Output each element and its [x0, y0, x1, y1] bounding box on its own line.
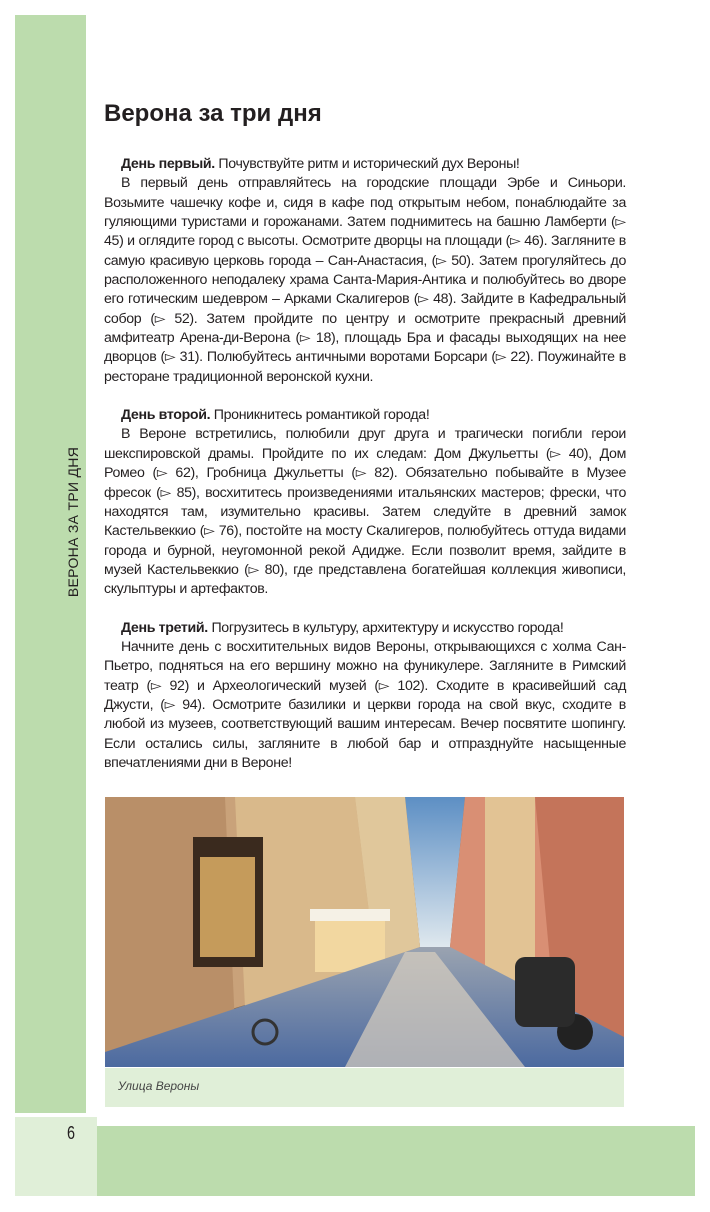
verona-street-photo — [105, 797, 624, 1067]
day-1-lead — [104, 155, 626, 174]
day-3-text: Начните день с восхитительных видов Вероны, открывающихся с холма Сан-Пьетро, подняться на его вершину можно на фуникулере. Загляните в Римский театр (▻ 92) и Археологический музей (▻ 102). Сходите в красивейший сад Джусти, (▻ 94). Осмотрите базилики и церкви города на свой вкус, сходите в любой из музеев, соответствующий вашим интересам. Вечер посвятите шопингу. Если остались силы, загляните в любой бар и отпразднуйте насыщенные впечатлениями дни в Вероне! — [104, 638, 626, 771]
page-number: 6 — [67, 1123, 76, 1143]
bottom-bar — [97, 1126, 695, 1196]
page-title: Верона за три дня — [104, 100, 322, 127]
day-3-intro: Погрузитесь в культуру, архитектуру и искусство города! — [207, 619, 564, 636]
day-2-lead — [104, 406, 626, 425]
photo-caption-box — [105, 1068, 624, 1107]
day-3-lead — [104, 619, 626, 638]
section-side-label: ВЕРОНА ЗА ТРИ ДНЯ — [65, 446, 81, 598]
day-2-heading: День второй. — [121, 407, 211, 424]
day-2-text: В Вероне встретились, полюбили друг друга и трагически погибли герои шекспировской драмы. Пройдите по их следам: Дом Джульетты (▻ 40), Дом Ромео (▻ 62), Гробница Джульетты (▻ 82). Обязательно побывайте в Музее фресок (▻ 85), восхититесь произведениями итальянских мастеров; фрески, что находятся там, изумительно красивы. Затем следуйте в древний замок Кастельвеккио (▻ 76), постойте на мосту Скалигеров, полюбуйтесь оттуда видами города и бурной, неугомонной рекой Адидже. Если позволит время, зайдите в музей Кастельвеккио (▻ 80), где представлена богатейшая коллекция живописи, скульптуры и артефактов. — [104, 426, 626, 598]
day-1-intro: Почувствуйте ритм и исторический дух Вероны! — [214, 156, 520, 172]
day-1-heading: День первый. — [121, 156, 215, 172]
day-3-heading: День третий. — [121, 619, 208, 636]
day-2-intro: Проникнитесь романтикой города! — [210, 407, 430, 424]
page-number-box — [15, 1117, 97, 1196]
photo-caption: Улица Вероны — [118, 1079, 200, 1093]
day-1-text: В первый день отправляйтесь на городские площади Эрбе и Синьори. Возьмите чашечку кофе и, сидя в кафе под открытым небом, понаблюдайте за гуляющими туристами и горожанами. Затем поднимитесь на башню Ламберти (▻ 45) и оглядите город с высоты. Осмотрите дворцы на площади (▻ 46). Загляните в самую красивую церковь города – Сан-Анастасия, (▻ 50). Затем прогуляйтесь до расположенного неподалеку храма Санта-Мария-Антика и полюбуйтесь во дворе его готическим шедевром – Арками Скалигеров (▻ 48). Зайдите в Кафедральный собор (▻ 52). Затем пройдите по центру и осмотрите прекрасный древний амфитеатр Арена-ди-Верона (▻ 18), площадь Бра и фасады выходящих на нее дворцов (▻ 31). Полюбуйтесь античными воротами Борсари (▻ 22). Поужинайте в ресторане традиционной веронской кухни. — [104, 175, 626, 385]
article-body — [104, 155, 626, 773]
